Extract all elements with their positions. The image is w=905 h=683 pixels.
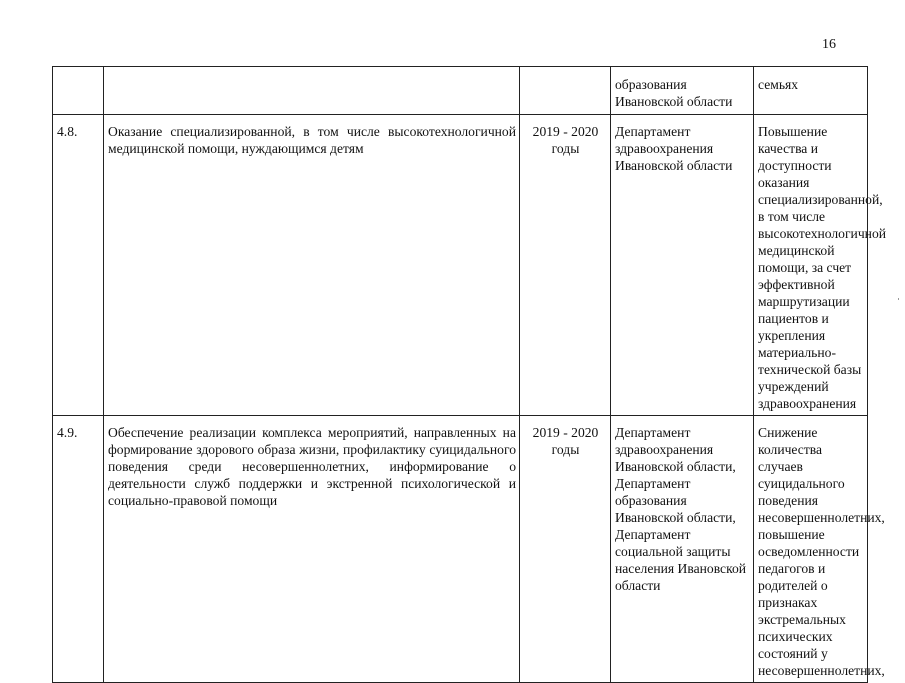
row-result: Повышение качества и доступности оказания специализированной, в том числе высокотехнологичной медицинской помощи, за счет эффективной маршрутизации пациентов и укрепления материально-технической базы учреждений здравоохранения — [758, 124, 887, 411]
row-responsible: образования Ивановской области — [615, 77, 733, 109]
page-number: 16 — [822, 37, 836, 52]
row-number: 4.9. — [57, 425, 78, 440]
row-responsible: Департамент здравоохранения Ивановской области — [615, 124, 733, 173]
table-row-continuation — [53, 67, 868, 115]
table-row-4-8 — [53, 115, 868, 416]
period-cell — [520, 67, 611, 115]
period-cell — [520, 115, 611, 416]
row-description: Оказание специализированной, в том числе высокотехнологичной медицинской помощи, нуждающимся детям — [108, 124, 516, 156]
result-cell — [754, 416, 885, 683]
description-cell — [104, 67, 520, 115]
row-period: 2019 - 2020 годы — [532, 124, 599, 156]
responsible-cell — [611, 416, 754, 683]
row-description: Обеспечение реализации комплекса мероприятий, направленных на формирование здорового образа жизни, профилактику суицидального поведения среди несовершеннолетних, информирование о деятельности служб поддержки и экстренной психологической и социально-правовой помощи — [108, 425, 516, 508]
description-cell — [104, 416, 520, 683]
responsible-cell — [611, 115, 754, 416]
period-cell — [520, 416, 611, 683]
row-number: 4.8. — [57, 124, 78, 139]
row-responsible: Департамент здравоохранения Ивановской области, Департамент образования Ивановской области, Департамент социальной защиты населения Ивановской области — [615, 425, 747, 593]
row-result: Снижение количества случаев суицидального поведения несовершеннолетних, повышение осведомленности педагогов и родителей о признаках экстремальных психических состояний у несовершеннолетних, — [758, 425, 885, 678]
row-period: 2019 - 2020 годы — [532, 425, 599, 457]
table-row-4-9 — [53, 416, 868, 683]
row-number-cell — [53, 67, 104, 115]
description-cell — [104, 115, 520, 416]
result-cell — [754, 115, 887, 416]
result-cell — [754, 67, 868, 115]
responsible-cell — [611, 67, 754, 115]
row-number-cell — [53, 416, 104, 683]
row-result: семьях — [758, 77, 799, 92]
scan-speck — [898, 298, 899, 300]
measures-table — [52, 66, 887, 683]
row-number-cell — [53, 115, 104, 416]
